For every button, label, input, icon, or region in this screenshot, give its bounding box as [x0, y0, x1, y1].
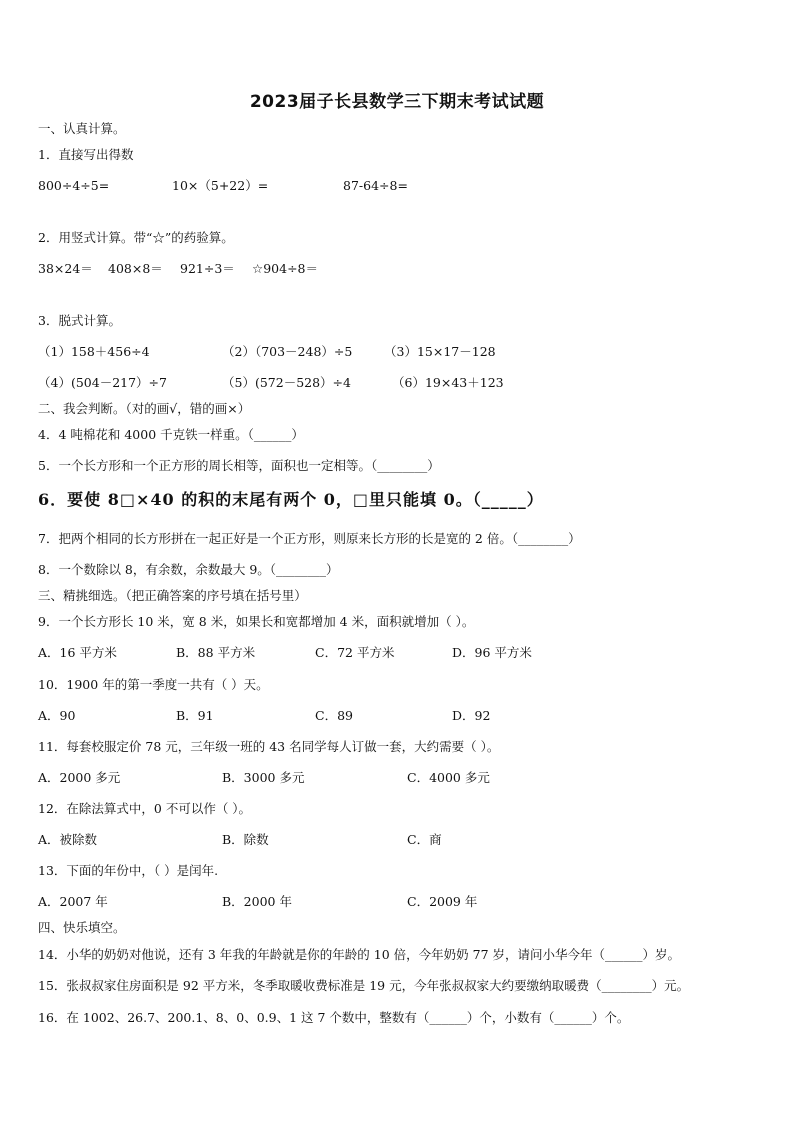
question-11-stem: 11．每套校服定价 78 元，三年级一班的 43 名同学每人订做一套，大约需要（ ）。 [38, 739, 500, 754]
question-6: 6．要使 8□×40 的积的末尾有两个 0，□里只能填 0。（_____） [38, 490, 544, 509]
question-12-stem: 12．在除法算式中，0 不可以作（ ）。 [38, 801, 252, 816]
section-3-heading: 三、精挑细选。（把正确答案的序号填在括号里） [38, 588, 307, 603]
q10-option-d: D．92 [452, 708, 491, 723]
question-8: 8．一个数除以 8，有余数，余数最大 9。（________） [38, 562, 339, 577]
q12-option-a: A．被除数 [38, 832, 98, 847]
question-10-stem: 10．1900 年的第一季度一共有（ ）天。 [38, 677, 269, 692]
q13-option-b: B．2000 年 [222, 894, 292, 909]
q2-item-1: 38×24＝ [38, 261, 93, 276]
question-3-label: 3．脱式计算。 [38, 313, 121, 328]
q13-option-c: C．2009 年 [407, 894, 478, 909]
q10-option-b: B．91 [176, 708, 214, 723]
question-9-stem: 9．一个长方形长 10 米，宽 8 米，如果长和宽都增加 4 米，面积就增加（ ）。 [38, 614, 475, 629]
question-2-label: 2．用竖式计算。带“☆”的药验算。 [38, 230, 234, 245]
q3-item-5: （5）(572－528）÷4 [222, 375, 351, 390]
q11-option-a: A．2000 多元 [38, 770, 121, 785]
section-2-heading: 二、我会判断。（对的画√，错的画×） [38, 401, 251, 416]
q10-option-a: A．90 [38, 708, 76, 723]
question-5: 5．一个长方形和一个正方形的周长相等，面积也一定相等。（________） [38, 458, 440, 473]
q3-item-1: （1）158＋456÷4 [38, 344, 150, 359]
q9-option-a: A．16 平方米 [38, 645, 117, 660]
q13-option-a: A．2007 年 [38, 894, 108, 909]
section-4-heading: 四、快乐填空。 [38, 920, 126, 935]
q9-option-c: C．72 平方米 [315, 645, 395, 660]
q3-item-2: （2）（703－248）÷5 [222, 344, 353, 359]
q11-option-c: C．4000 多元 [407, 770, 490, 785]
q12-option-c: C．商 [407, 832, 442, 847]
section-1-heading: 一、认真计算。 [38, 121, 126, 136]
q1-item-2: 10×（5+22）= [172, 178, 269, 193]
question-16: 16．在 1002、26.7、200.1、8、0、0.9、1 这 7 个数中，整数有（______）个，小数有（______）个。 [38, 1010, 630, 1025]
q9-option-d: D．96 平方米 [452, 645, 532, 660]
q2-item-4: ☆904÷8＝ [252, 261, 318, 276]
q12-option-b: B．除数 [222, 832, 269, 847]
q3-item-4: （4）(504－217）÷7 [38, 375, 167, 390]
q10-option-c: C．89 [315, 708, 353, 723]
question-13-stem: 13．下面的年份中，（ ）是闰年. [38, 863, 219, 878]
q3-item-6: （6）19×43＋123 [392, 375, 504, 390]
q1-item-3: 87-64÷8= [343, 178, 408, 193]
question-7: 7．把两个相同的长方形拼在一起正好是一个正方形，则原来长方形的长是宽的 2 倍。（________） [38, 531, 581, 546]
q11-option-b: B．3000 多元 [222, 770, 305, 785]
q2-item-2: 408×8＝ [108, 261, 163, 276]
question-15: 15．张叔叔家住房面积是 92 平方米，冬季取暖收费标准是 19 元，今年张叔叔家大约要缴纳取暖费（________）元。 [38, 978, 690, 993]
question-1-label: 1．直接写出得数 [38, 147, 134, 162]
q9-option-b: B．88 平方米 [176, 645, 256, 660]
q2-item-3: 921÷3＝ [180, 261, 235, 276]
page-title: 2023届子长县数学三下期末考试试题 [249, 92, 545, 112]
question-14: 14．小华的奶奶对他说，还有 3 年我的年龄就是你的年龄的 10 倍，今年奶奶 77 岁，请问小华今年（______）岁。 [38, 947, 681, 962]
q1-item-1: 800÷4÷5= [38, 178, 110, 193]
question-4: 4．4 吨棉花和 4000 千克铁一样重。（______） [38, 427, 304, 442]
q3-item-3: （3）15×17－128 [384, 344, 496, 359]
